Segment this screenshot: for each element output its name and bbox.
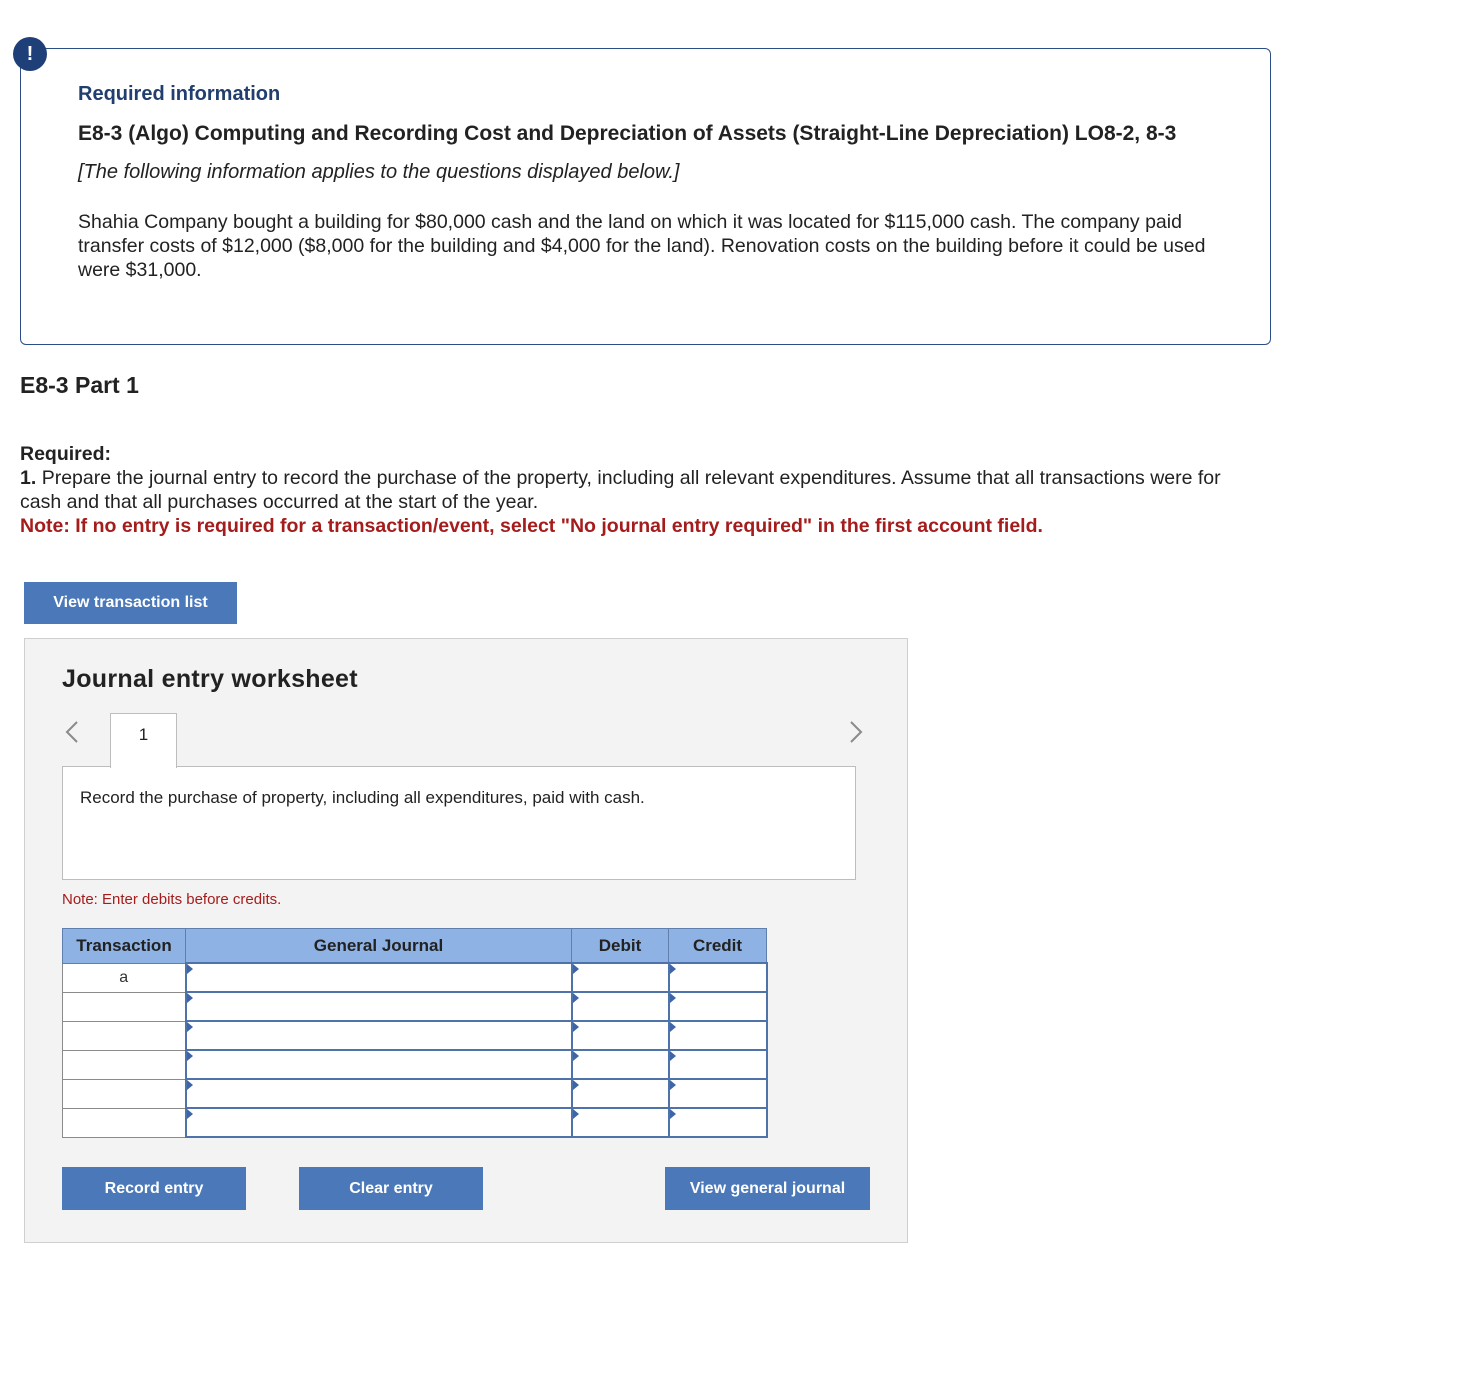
table-row	[63, 1021, 767, 1050]
required-information-heading: Required information	[78, 83, 281, 105]
credit-input[interactable]	[669, 963, 767, 992]
input-marker-icon	[670, 964, 676, 974]
table-row	[63, 1108, 767, 1137]
account-select[interactable]	[186, 992, 572, 1021]
enter-debits-note: Note: Enter debits before credits.	[62, 891, 282, 908]
credit-input[interactable]	[669, 1079, 767, 1108]
transaction-cell: a	[63, 963, 186, 992]
transaction-cell	[63, 1021, 186, 1050]
journal-table	[62, 928, 768, 1138]
table-row	[63, 1050, 767, 1079]
dropdown-marker-icon	[187, 1109, 193, 1119]
record-entry-button[interactable]: Record entry	[62, 1167, 246, 1210]
transaction-cell	[63, 992, 186, 1021]
info-content	[78, 83, 1218, 282]
credit-input[interactable]	[669, 1021, 767, 1050]
debit-input[interactable]	[572, 1108, 669, 1137]
transaction-cell	[63, 1079, 186, 1108]
dropdown-marker-icon	[187, 1051, 193, 1061]
table-row	[63, 1079, 767, 1108]
column-header-general-journal: General Journal	[186, 929, 572, 964]
input-marker-icon	[573, 1051, 579, 1061]
account-select[interactable]	[186, 1108, 572, 1137]
credit-input[interactable]	[669, 1050, 767, 1079]
account-select[interactable]	[186, 1050, 572, 1079]
account-select[interactable]	[186, 963, 572, 992]
dropdown-marker-icon	[187, 964, 193, 974]
debit-input[interactable]	[572, 1050, 669, 1079]
transaction-description: Record the purchase of property, including all expenditures, paid with cash.	[62, 766, 856, 880]
input-marker-icon	[573, 964, 579, 974]
scenario-text: Shahia Company bought a building for $80,000 cash and the land on which it was located for $115,000 cash. The company paid transfer costs of $12,000 ($8,000 for the building and $4,000 for the land). Renovation costs on the building before it could be used were $31,000.	[78, 211, 1206, 281]
debit-input[interactable]	[572, 963, 669, 992]
required-item-text: Prepare the journal entry to record the purchase of the property, including all relevant expenditures. Assume that all transactions were for cash and that all purchases occurred at the start of the year.	[20, 467, 1221, 513]
transaction-cell	[63, 1050, 186, 1079]
input-marker-icon	[573, 1022, 579, 1032]
account-select[interactable]	[186, 1021, 572, 1050]
input-marker-icon	[670, 1109, 676, 1119]
input-marker-icon	[573, 1080, 579, 1090]
input-marker-icon	[573, 993, 579, 1003]
tab-entry-1[interactable]: 1	[110, 713, 177, 768]
credit-input[interactable]	[669, 1108, 767, 1137]
required-item	[20, 466, 1260, 514]
debit-input[interactable]	[572, 1079, 669, 1108]
column-header-credit: Credit	[669, 929, 767, 964]
debit-input[interactable]	[572, 1021, 669, 1050]
journal-entry-worksheet	[24, 638, 908, 1243]
clear-entry-button[interactable]: Clear entry	[299, 1167, 483, 1210]
required-item-number: 1.	[20, 467, 37, 489]
required-instructions	[20, 442, 1260, 538]
table-row	[63, 963, 767, 992]
required-note: Note: If no entry is required for a transaction/event, select "No journal entry required" in the first account field.	[20, 515, 1043, 537]
column-header-debit: Debit	[572, 929, 669, 964]
credit-input[interactable]	[669, 992, 767, 1021]
problem-title: E8-3 (Algo) Computing and Recording Cost and Depreciation of Assets (Straight-Line Depreciation) LO8-2, 8-3	[78, 122, 1177, 145]
dropdown-marker-icon	[187, 1080, 193, 1090]
required-label: Required:	[20, 443, 112, 465]
input-marker-icon	[670, 993, 676, 1003]
chevron-left-icon[interactable]	[63, 719, 81, 752]
input-marker-icon	[670, 1022, 676, 1032]
part-heading: E8-3 Part 1	[20, 372, 139, 398]
dropdown-marker-icon	[187, 993, 193, 1003]
required-information-box	[20, 48, 1271, 345]
worksheet-title: Journal entry worksheet	[62, 665, 358, 693]
alert-icon: !	[13, 37, 47, 71]
view-transaction-list-button[interactable]: View transaction list	[24, 582, 237, 624]
input-marker-icon	[670, 1080, 676, 1090]
input-marker-icon	[573, 1109, 579, 1119]
column-header-transaction: Transaction	[63, 929, 186, 964]
dropdown-marker-icon	[187, 1022, 193, 1032]
debit-input[interactable]	[572, 992, 669, 1021]
chevron-right-icon[interactable]	[847, 719, 865, 752]
table-row	[63, 992, 767, 1021]
transaction-cell	[63, 1108, 186, 1137]
input-marker-icon	[670, 1051, 676, 1061]
journal-header-row	[63, 929, 767, 964]
view-general-journal-button[interactable]: View general journal	[665, 1167, 870, 1210]
account-select[interactable]	[186, 1079, 572, 1108]
applies-note: [The following information applies to the questions displayed below.]	[78, 161, 680, 183]
